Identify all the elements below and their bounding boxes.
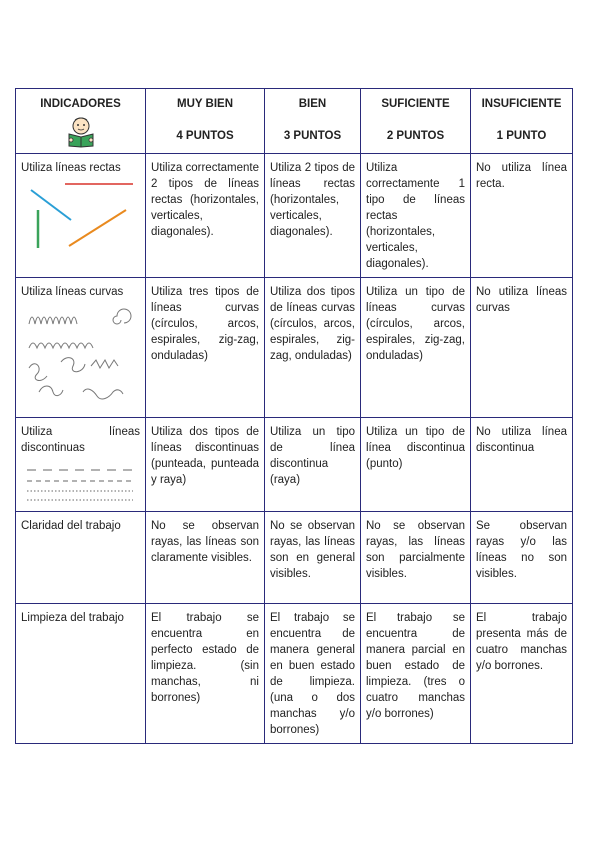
indicator-cell: Claridad del trabajo: [16, 512, 146, 604]
criterion-cell: No utiliza línea discontinua: [471, 418, 573, 512]
criterion-cell: Utiliza correctamente 2 tipos de líneas rectas (horizontales, verticales, diagonales).: [146, 154, 265, 278]
criterion-cell: Utiliza tres tipos de líneas curvas (círculos, arcos, espirales, zig-zag, onduladas): [146, 278, 265, 418]
indicators-header: INDICADORES: [16, 89, 146, 154]
indicator-cell: Utiliza líneas discontinuas: [16, 418, 146, 512]
rubric-row-curved-lines: [16, 278, 573, 418]
rubric-row-straight-lines: [16, 154, 573, 278]
criterion-cell: Utiliza un tipo de líneas curvas (círculos, arcos, espirales, zig-zag, onduladas): [361, 278, 471, 418]
criterion-cell: No se observan rayas, las líneas son parcialmente visibles.: [361, 512, 471, 604]
dashed-lines-icon: [21, 462, 140, 506]
criterion-cell: No utiliza líneas curvas: [471, 278, 573, 418]
rubric-row-cleanliness: [16, 604, 573, 744]
child-reading-book-icon: [66, 116, 96, 148]
criterion-cell: El trabajo se encuentra de manera parcial en buen estado de limpieza. (tres o cuatro manchas y/o borrones): [361, 604, 471, 744]
criterion-cell: Utiliza correctamente 1 tipo de líneas rectas (horizontales, verticales, diagonales).: [361, 154, 471, 278]
level-header-insuficiente: INSUFICIENTE 1 PUNTO: [471, 89, 573, 154]
criterion-cell: El trabajo se encuentra de manera general en buen estado de limpieza. (una o dos manchas y/o borrones): [265, 604, 361, 744]
criterion-cell: El trabajo presenta más de cuatro manchas y/o borrones.: [471, 604, 573, 744]
criterion-cell: No utiliza línea recta.: [471, 154, 573, 278]
criterion-cell: Utiliza 2 tipos de líneas rectas (horizontales, verticales, diagonales).: [265, 154, 361, 278]
criterion-cell: Utiliza dos tipos de líneas discontinuas (punteada, punteada y raya): [146, 418, 265, 512]
level-header-suficiente: SUFICIENTE 2 PUNTOS: [361, 89, 471, 154]
criterion-cell: Se observan rayas y/o las líneas no son visibles.: [471, 512, 573, 604]
straight-lines-icon: [21, 180, 140, 250]
criterion-cell: Utiliza dos tipos de líneas curvas (círculos, arcos, espirales, zig-zag, onduladas): [265, 278, 361, 418]
rubric-row-clarity: [16, 512, 573, 604]
level-header-muy-bien: MUY BIEN 4 PUNTOS: [146, 89, 265, 154]
criterion-cell: No se observan rayas, las líneas son en general visibles.: [265, 512, 361, 604]
criterion-cell: No se observan rayas, las líneas son claramente visibles.: [146, 512, 265, 604]
rubric-table: [15, 88, 573, 744]
criterion-cell: El trabajo se encuentra en perfecto estado de limpieza. (sin manchas, ni borrones): [146, 604, 265, 744]
indicator-cell: Utiliza líneas rectas: [16, 154, 146, 278]
header-row: [16, 89, 573, 154]
level-header-bien: BIEN 3 PUNTOS: [265, 89, 361, 154]
indicator-cell: Utiliza líneas curvas: [16, 278, 146, 418]
rubric-row-dashed-lines: [16, 418, 573, 512]
curved-lines-icon: [21, 306, 140, 406]
criterion-cell: Utiliza un tipo de línea discontinua (raya): [265, 418, 361, 512]
criterion-cell: Utiliza un tipo de línea discontinua (punto): [361, 418, 471, 512]
indicator-cell: Limpieza del trabajo: [16, 604, 146, 744]
